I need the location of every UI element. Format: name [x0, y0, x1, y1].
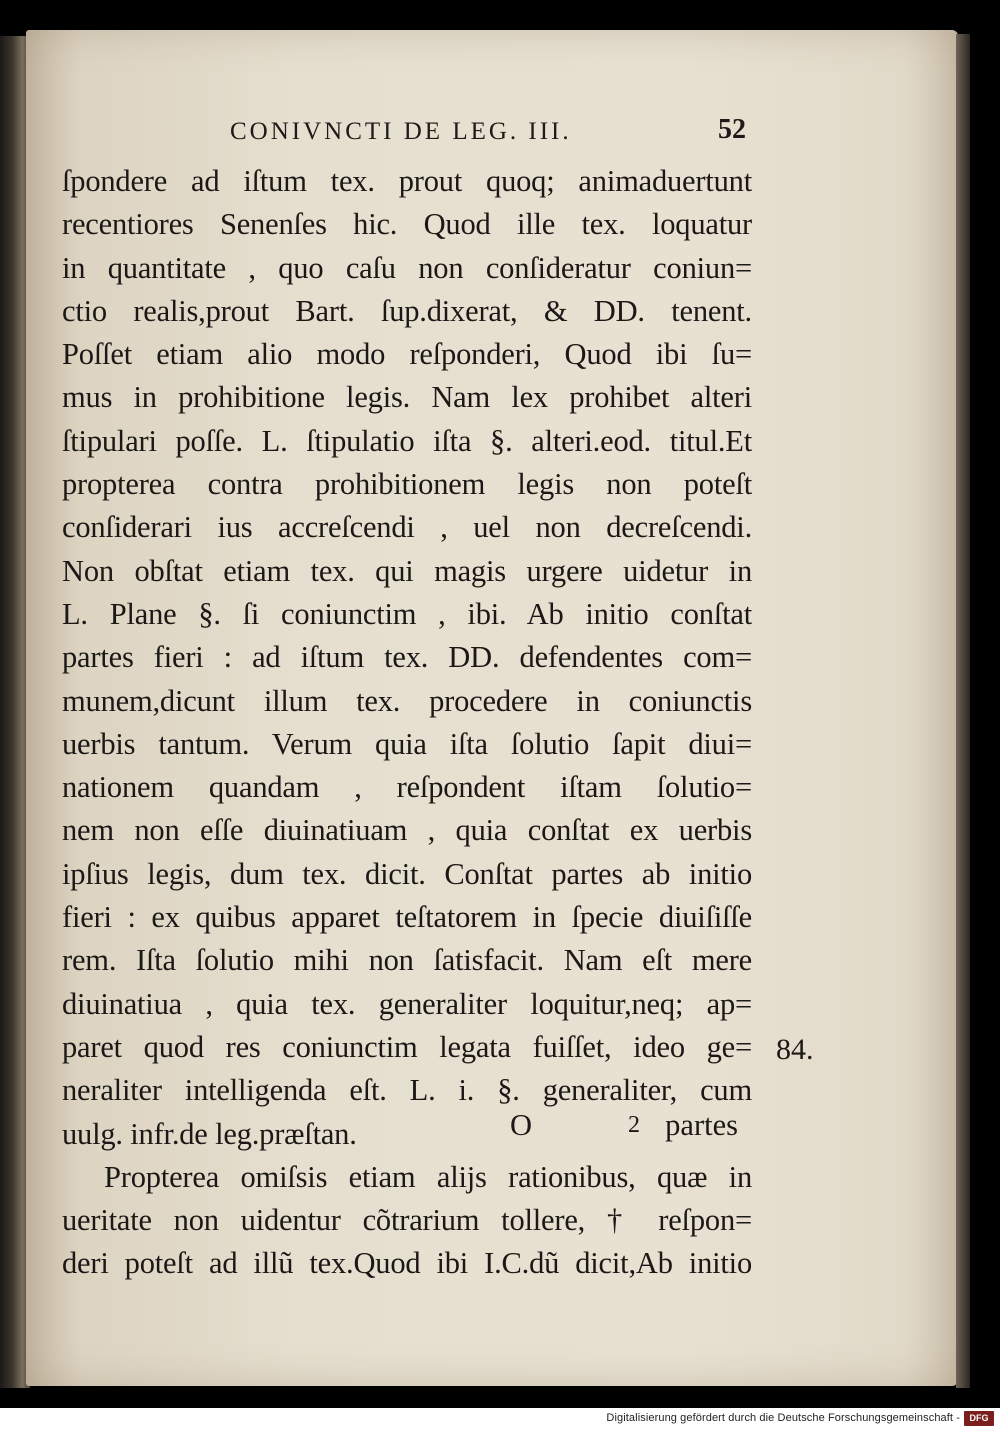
footer-credit: Digitalisierung gefördert durch die Deutsche Forschungsgemeinschaft - [606, 1412, 960, 1424]
signature-line [62, 1103, 752, 1147]
text-line: paret quod res coniunctim legata fuiſſet, ideo ge= [62, 1029, 752, 1064]
dfg-logo: DFG [964, 1411, 994, 1426]
text-line: nem non eſſe diuinatiuam , quia conſtat ex uerbis [62, 813, 752, 848]
text-line: mus in prohibitione legis. Nam lex prohibet alteri [62, 380, 752, 415]
text-line: fieri : ex quibus apparet teſtatorem in ſpecie diuiſiſſe [62, 900, 752, 935]
text-line: diuinatiua , quia tex. generaliter loquitur,neq; ap= [62, 986, 752, 1021]
text-line: uerbis tantum. Verum quia iſta ſolutio ſapit diui= [62, 726, 752, 761]
running-head: CONIVNCTI DE LEG. III. [230, 118, 572, 145]
text-line: rem. Iſta ſolutio mihi non ſatisfacit. Nam eſt mere [62, 943, 752, 978]
text-line: ctio realis,prout Bart. ſup.dixerat, & DD. tenent. [62, 293, 752, 328]
text-line: conſiderari ius accreſcendi , uel non decreſcendi. [62, 510, 752, 545]
text-line: deri poteſt ad illũ tex.Quod ibi I.C.dũ dicit,Ab initio [62, 1246, 752, 1281]
text-line: recentiores Senenſes hic. Quod ille tex. loquatur [62, 207, 752, 242]
text-line: ueritate non uidentur cõtrarium tollere, † reſpon= [62, 1203, 752, 1238]
text-line: Poſſet etiam alio modo reſponderi, Quod ibi ſu= [62, 337, 752, 372]
body-text [62, 160, 752, 1281]
margin-note-number: 84. [776, 1033, 814, 1066]
page-fore-edge [956, 34, 970, 1388]
text-line: Non obſtat etiam tex. qui magis urgere uidetur in [62, 553, 752, 588]
text-line: L. Plane §. ſi coniunctim , ibi. Ab initio conſtat [62, 596, 752, 631]
text-line: nationem quandam , reſpondent iſtam ſolutio= [62, 770, 752, 805]
text-line: ſpondere ad iſtum tex. prout quoq; animaduertunt [62, 164, 752, 198]
text-line: ſtipulari poſſe. L. ſtipulatio iſta §. alteri.eod. titul.Et [62, 423, 752, 458]
catchword: partes [665, 1108, 738, 1142]
text-line: in quantitate , quo caſu non conſideratur coniun= [62, 250, 752, 285]
text-line: Propterea omiſsis etiam alijs rationibus, quæ in [104, 1159, 752, 1194]
text-line: ipſius legis, dum tex. dicit. Conſtat partes ab initio [62, 856, 752, 891]
text-line: propterea contra prohibitionem legis non poteſt [62, 467, 752, 502]
text-line: munem,dicunt illum tex. procedere in coniunctis [62, 683, 752, 718]
folio-number: 52 [718, 114, 746, 145]
footer-bar [0, 1408, 1000, 1430]
signature-number: 2 [628, 1112, 640, 1138]
signature-letter: O [510, 1108, 533, 1142]
text-line: neraliter intelligenda eſt. L. i. §. generaliter, cum [62, 1073, 752, 1108]
text-line: partes fieri : ad iſtum tex. DD. defendentes com= [62, 640, 752, 675]
text-line: uulg. infr.de leg.præſtan. [62, 1116, 357, 1151]
